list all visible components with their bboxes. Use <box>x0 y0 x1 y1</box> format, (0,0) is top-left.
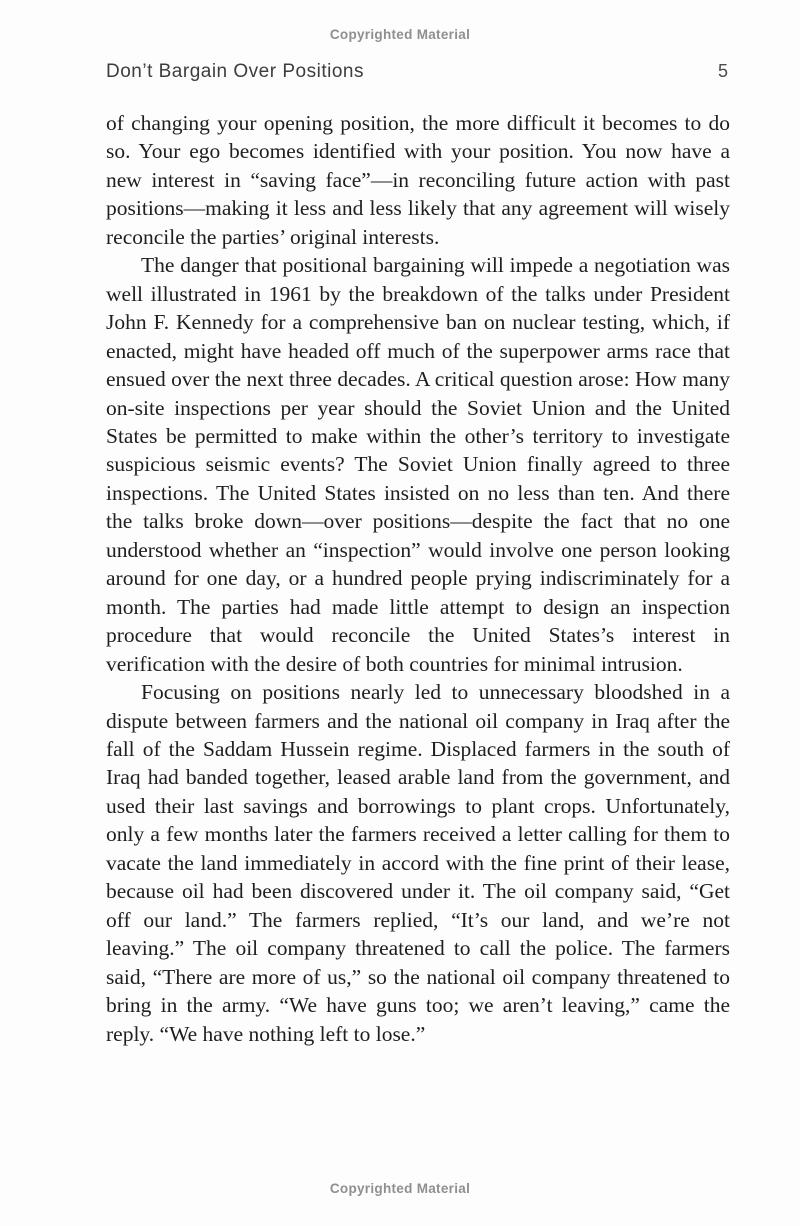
body-paragraph: The danger that positional bargaining will impede a negotiation was well illustrated in 1961 by the breakdown of the talks under President John F. Kennedy for a comprehensive ban on nuclear testing, which, if enacted, might have headed off much of the superpower arms race that ensued over the next three decades. A critical question arose: How many on-site inspections per year should the Soviet Union and the United States be permitted to make within the other’s territory to investigate suspicious seismic events? The Soviet Union finally agreed to three inspections. The United States insisted on no less than ten. And there the talks broke down—over positions—despite the fact that no one understood whether an “inspection” would involve one person looking around for one day, or a hundred people prying indiscriminately for a month. The parties had made little attempt to design an inspection procedure that would reconcile the United States’s interest in verification with the desire of both countries for minimal intrusion. <box>106 253 730 676</box>
copyright-watermark-bottom: Copyrighted Material <box>329 1181 471 1196</box>
copyright-watermark-top: Copyrighted Material <box>329 27 471 42</box>
body-paragraph: Focusing on positions nearly led to unnecessary bloodshed in a dispute between farmers and the national oil company in Iraq after the fall of the Saddam Hussein regime. Displaced farmers in the south of Iraq had banded together, leased arable land from the government, and used their last savings and borrowings to plant crops. Unfortunately, only a few months later the farmers received a letter calling for them to vacate the land immediately in accord with the fine print of their lease, because oil had been discovered under it. The oil company said, “Get off our land.” The farmers replied, “It’s our land, and we’re not leaving.” The oil company threatened to call the police. The farmers said, “There are more of us,” so the national oil company threatened to bring in the army. “We have guns too; we aren’t leaving,” came the reply. “We have nothing left to lose.” <box>106 680 730 1046</box>
body-paragraph: of changing your opening position, the more difficult it becomes to do so. Your ego becomes identified with your position. You now have a new interest in “saving face”—in reconciling future action with past positions—making it less and less likely that any agreement will wisely reconcile the parties’ original interests. <box>106 111 730 249</box>
page-number: 5 <box>717 61 728 81</box>
chapter-title: Don’t Bargain Over Positions <box>106 61 364 82</box>
body-text-block <box>106 109 730 1048</box>
running-header <box>106 61 728 83</box>
